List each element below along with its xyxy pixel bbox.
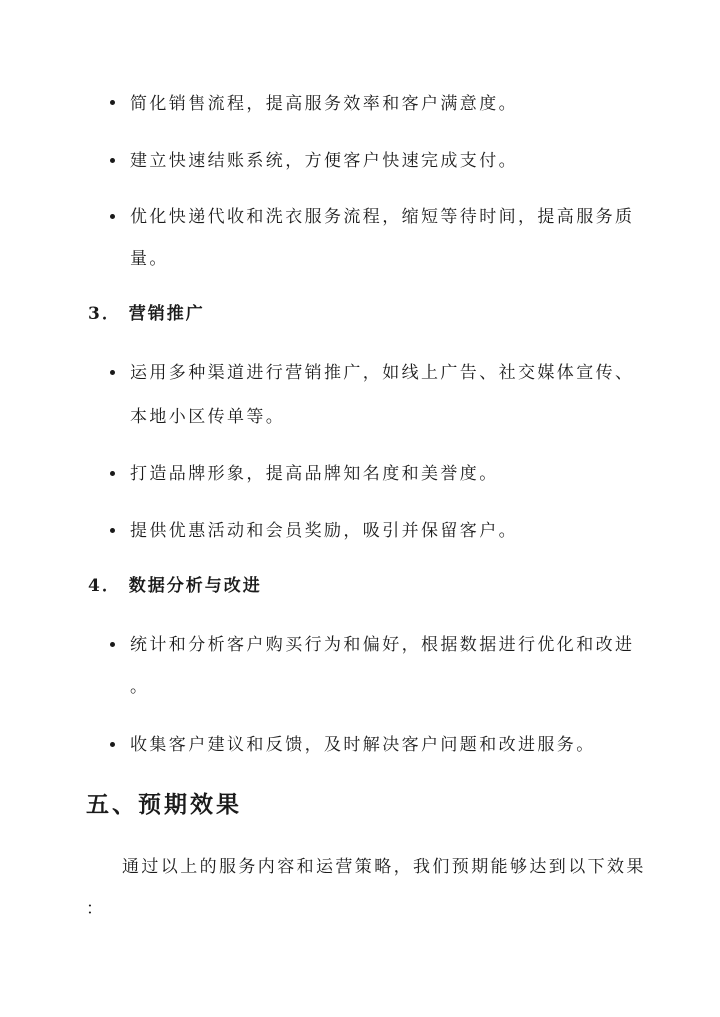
paragraph-text: 通过以上的服务内容和运营策略，我们预期能够达到以下效果 [122, 857, 646, 877]
bullet-dot [110, 642, 115, 647]
bullet-text: 收集客户建议和反馈，及时解决客户问题和改进服务。 [130, 735, 596, 755]
bullet-dot [110, 100, 115, 105]
bullet-text: 简化销售流程，提高服务效率和客户满意度。 [130, 94, 518, 114]
paragraph-text-continued: ： [86, 899, 106, 919]
bullet-dot [110, 528, 115, 533]
bullet-text: 统计和分析客户购买行为和偏好，根据数据进行优化和改进 [130, 635, 635, 655]
bullet-dot [110, 471, 115, 476]
bullet-dot [110, 742, 115, 747]
bullet-text: 提供优惠活动和会员奖励，吸引并保留客户。 [130, 521, 518, 541]
bullet-text-continued: 量。 [130, 249, 169, 269]
subsection-heading-analysis: 4． 数据分析与改进 [88, 576, 262, 596]
subsection-heading-marketing: 3． 营销推广 [88, 304, 205, 324]
bullet-dot [110, 370, 115, 375]
bullet-text: 建立快速结账系统，方便客户快速完成支付。 [130, 151, 518, 171]
bullet-dot [110, 214, 115, 219]
bullet-text: 优化快递代收和洗衣服务流程，缩短等待时间，提高服务质 [130, 207, 635, 227]
bullet-text-continued: 。 [130, 677, 150, 697]
bullet-dot [110, 158, 115, 163]
section-heading-expected-results: 五、预期效果 [86, 791, 242, 818]
bullet-text: 打造品牌形象，提高品牌知名度和美誉度。 [130, 464, 499, 484]
bullet-text-continued: 本地小区传单等。 [130, 407, 286, 427]
bullet-text: 运用多种渠道进行营销推广，如线上广告、社交媒体宣传、 [130, 363, 635, 383]
